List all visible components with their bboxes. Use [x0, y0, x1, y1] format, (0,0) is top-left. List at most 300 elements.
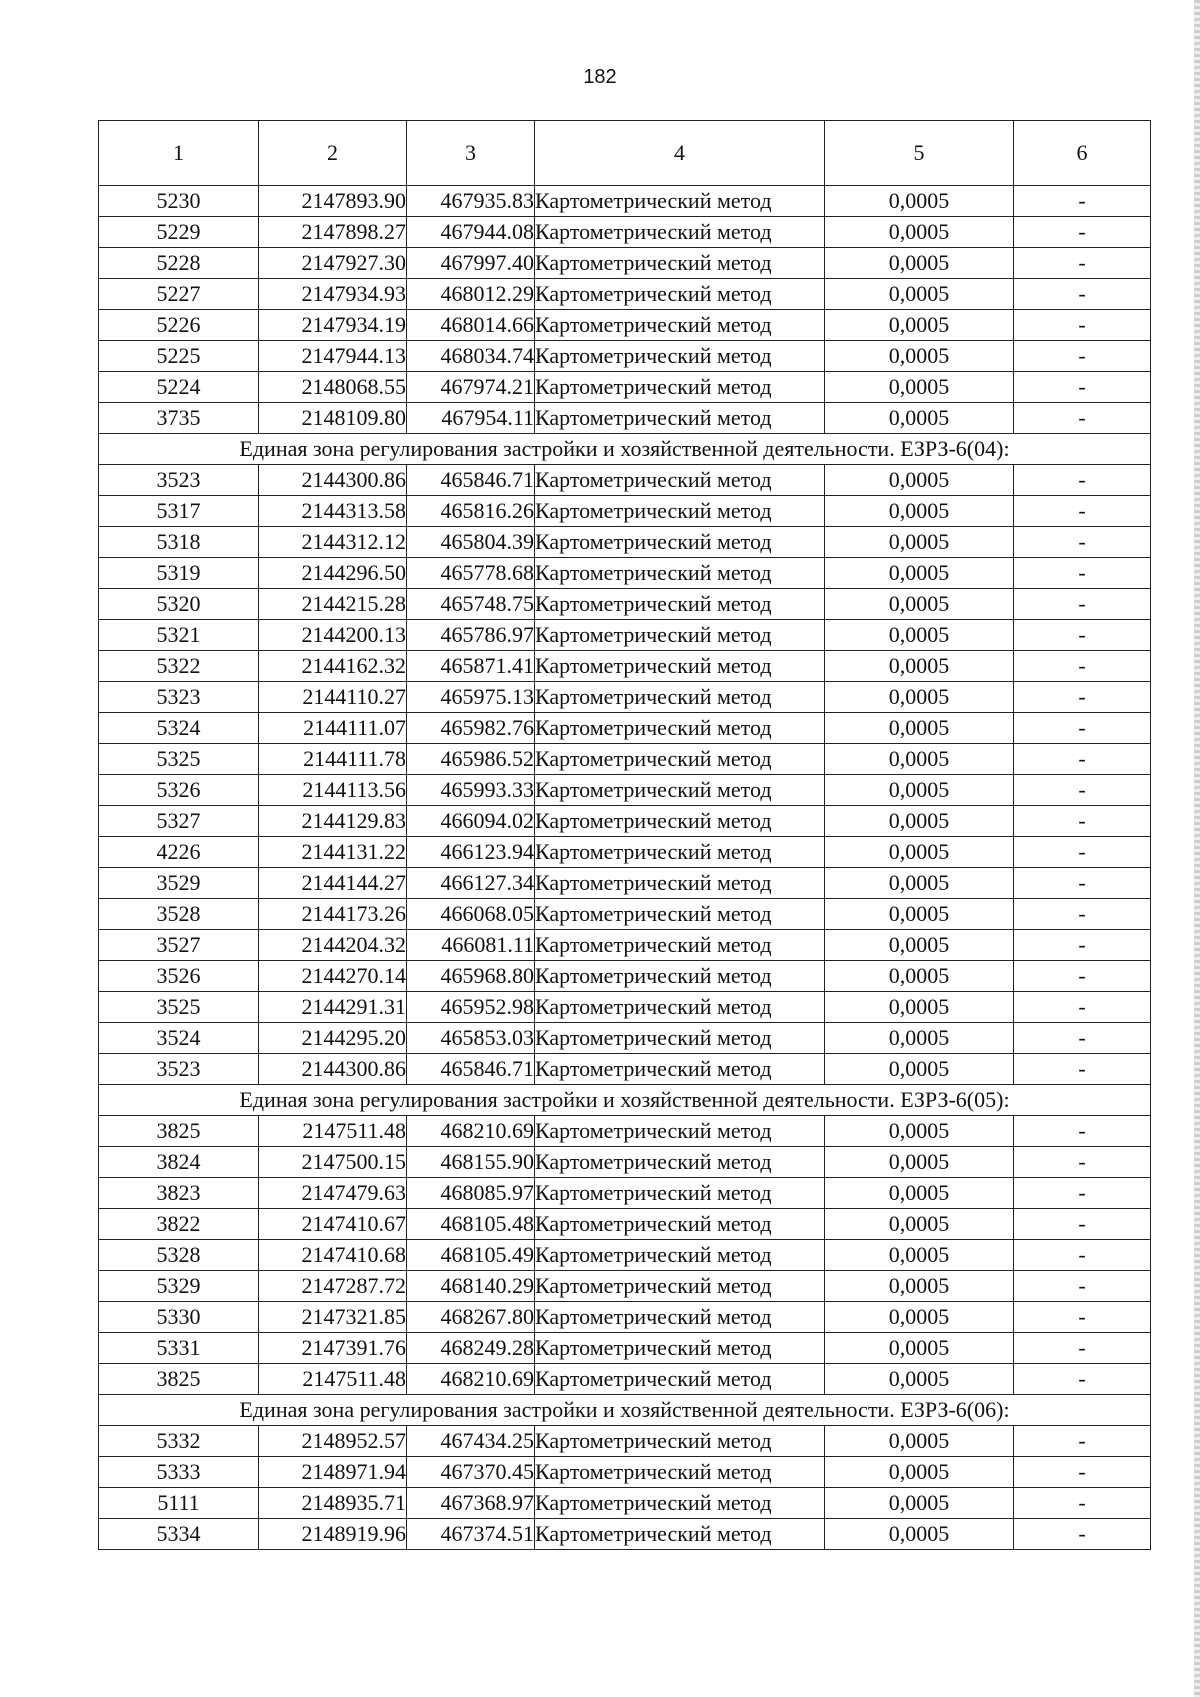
y-coordinate-cell: 468014.66: [407, 310, 535, 341]
x-coordinate-cell: 2147410.68: [259, 1240, 407, 1271]
coordinates-table: [98, 120, 1151, 1550]
y-coordinate-cell: 466094.02: [407, 806, 535, 837]
dash-cell: -: [1014, 651, 1151, 682]
header-cell: 1: [99, 121, 259, 186]
accuracy-cell: 0,0005: [825, 961, 1014, 992]
method-cell: Картометрический метод: [535, 1116, 825, 1147]
x-coordinate-cell: 2144200.13: [259, 620, 407, 651]
accuracy-cell: 0,0005: [825, 1271, 1014, 1302]
method-cell: Картометрический метод: [535, 310, 825, 341]
point-number-cell: 5333: [99, 1457, 259, 1488]
dash-cell: -: [1014, 558, 1151, 589]
x-coordinate-cell: 2148971.94: [259, 1457, 407, 1488]
table-row: [99, 217, 1151, 248]
dash-cell: -: [1014, 930, 1151, 961]
method-cell: Картометрический метод: [535, 527, 825, 558]
method-cell: Картометрический метод: [535, 651, 825, 682]
dash-cell: -: [1014, 744, 1151, 775]
point-number-cell: 5328: [99, 1240, 259, 1271]
y-coordinate-cell: 465993.33: [407, 775, 535, 806]
accuracy-cell: 0,0005: [825, 930, 1014, 961]
accuracy-cell: 0,0005: [825, 837, 1014, 868]
section-row: [99, 434, 1151, 465]
accuracy-cell: 0,0005: [825, 1054, 1014, 1085]
method-cell: Картометрический метод: [535, 744, 825, 775]
table-row: [99, 713, 1151, 744]
accuracy-cell: 0,0005: [825, 403, 1014, 434]
method-cell: Картометрический метод: [535, 341, 825, 372]
y-coordinate-cell: 465853.03: [407, 1023, 535, 1054]
point-number-cell: 5320: [99, 589, 259, 620]
section-title: Единая зона регулирования застройки и хозяйственной деятельности. ЕЗРЗ-6(05):: [99, 1085, 1151, 1116]
accuracy-cell: 0,0005: [825, 1116, 1014, 1147]
header-row: [99, 121, 1151, 186]
table-row: [99, 992, 1151, 1023]
y-coordinate-cell: 467368.97: [407, 1488, 535, 1519]
table-row: [99, 868, 1151, 899]
table-row: [99, 558, 1151, 589]
table-row: [99, 1240, 1151, 1271]
point-number-cell: 5317: [99, 496, 259, 527]
x-coordinate-cell: 2147898.27: [259, 217, 407, 248]
point-number-cell: 3523: [99, 465, 259, 496]
point-number-cell: 5330: [99, 1302, 259, 1333]
y-coordinate-cell: 466127.34: [407, 868, 535, 899]
y-coordinate-cell: 468085.97: [407, 1178, 535, 1209]
y-coordinate-cell: 467974.21: [407, 372, 535, 403]
y-coordinate-cell: 465778.68: [407, 558, 535, 589]
dash-cell: -: [1014, 620, 1151, 651]
x-coordinate-cell: 2144215.28: [259, 589, 407, 620]
point-number-cell: 5321: [99, 620, 259, 651]
dash-cell: -: [1014, 1023, 1151, 1054]
method-cell: Картометрический метод: [535, 558, 825, 589]
x-coordinate-cell: 2147410.67: [259, 1209, 407, 1240]
method-cell: Картометрический метод: [535, 496, 825, 527]
dash-cell: -: [1014, 682, 1151, 713]
point-number-cell: 5227: [99, 279, 259, 310]
table-row: [99, 1364, 1151, 1395]
method-cell: Картометрический метод: [535, 372, 825, 403]
method-cell: Картометрический метод: [535, 930, 825, 961]
header-cell: 6: [1014, 121, 1151, 186]
accuracy-cell: 0,0005: [825, 868, 1014, 899]
dash-cell: -: [1014, 527, 1151, 558]
method-cell: Картометрический метод: [535, 1023, 825, 1054]
table-row: [99, 310, 1151, 341]
dash-cell: -: [1014, 1426, 1151, 1457]
method-cell: Картометрический метод: [535, 1271, 825, 1302]
x-coordinate-cell: 2144162.32: [259, 651, 407, 682]
y-coordinate-cell: 468267.80: [407, 1302, 535, 1333]
table-row: [99, 1147, 1151, 1178]
method-cell: Картометрический метод: [535, 1054, 825, 1085]
y-coordinate-cell: 468105.49: [407, 1240, 535, 1271]
method-cell: Картометрический метод: [535, 899, 825, 930]
y-coordinate-cell: 465952.98: [407, 992, 535, 1023]
accuracy-cell: 0,0005: [825, 744, 1014, 775]
method-cell: Картометрический метод: [535, 1364, 825, 1395]
point-number-cell: 5225: [99, 341, 259, 372]
point-number-cell: 3825: [99, 1364, 259, 1395]
dash-cell: -: [1014, 217, 1151, 248]
dash-cell: -: [1014, 1364, 1151, 1395]
method-cell: Картометрический метод: [535, 403, 825, 434]
y-coordinate-cell: 468034.74: [407, 341, 535, 372]
x-coordinate-cell: 2147893.90: [259, 186, 407, 217]
accuracy-cell: 0,0005: [825, 1147, 1014, 1178]
accuracy-cell: 0,0005: [825, 558, 1014, 589]
accuracy-cell: 0,0005: [825, 1488, 1014, 1519]
method-cell: Картометрический метод: [535, 1519, 825, 1550]
y-coordinate-cell: 465816.26: [407, 496, 535, 527]
scan-edge: [1194, 0, 1200, 1697]
point-number-cell: 5324: [99, 713, 259, 744]
table-row: [99, 527, 1151, 558]
dash-cell: -: [1014, 1178, 1151, 1209]
table-row: [99, 279, 1151, 310]
dash-cell: -: [1014, 775, 1151, 806]
y-coordinate-cell: 468012.29: [407, 279, 535, 310]
x-coordinate-cell: 2148919.96: [259, 1519, 407, 1550]
x-coordinate-cell: 2144312.12: [259, 527, 407, 558]
accuracy-cell: 0,0005: [825, 341, 1014, 372]
accuracy-cell: 0,0005: [825, 1209, 1014, 1240]
x-coordinate-cell: 2147500.15: [259, 1147, 407, 1178]
dash-cell: -: [1014, 899, 1151, 930]
table-row: [99, 1333, 1151, 1364]
x-coordinate-cell: 2144295.20: [259, 1023, 407, 1054]
dash-cell: -: [1014, 1240, 1151, 1271]
x-coordinate-cell: 2144129.83: [259, 806, 407, 837]
table-row: [99, 1488, 1151, 1519]
x-coordinate-cell: 2144111.07: [259, 713, 407, 744]
accuracy-cell: 0,0005: [825, 496, 1014, 527]
point-number-cell: 3525: [99, 992, 259, 1023]
method-cell: Картометрический метод: [535, 1457, 825, 1488]
table-row: [99, 403, 1151, 434]
accuracy-cell: 0,0005: [825, 248, 1014, 279]
y-coordinate-cell: 468249.28: [407, 1333, 535, 1364]
y-coordinate-cell: 465871.41: [407, 651, 535, 682]
table-row: [99, 1116, 1151, 1147]
point-number-cell: 5326: [99, 775, 259, 806]
x-coordinate-cell: 2148952.57: [259, 1426, 407, 1457]
y-coordinate-cell: 465804.39: [407, 527, 535, 558]
table-row: [99, 1209, 1151, 1240]
x-coordinate-cell: 2147391.76: [259, 1333, 407, 1364]
accuracy-cell: 0,0005: [825, 682, 1014, 713]
point-number-cell: 5332: [99, 1426, 259, 1457]
accuracy-cell: 0,0005: [825, 1457, 1014, 1488]
method-cell: Картометрический метод: [535, 1209, 825, 1240]
point-number-cell: 5334: [99, 1519, 259, 1550]
point-number-cell: 5322: [99, 651, 259, 682]
accuracy-cell: 0,0005: [825, 1519, 1014, 1550]
point-number-cell: 5111: [99, 1488, 259, 1519]
table-row: [99, 1519, 1151, 1550]
method-cell: Картометрический метод: [535, 713, 825, 744]
dash-cell: -: [1014, 248, 1151, 279]
point-number-cell: 5331: [99, 1333, 259, 1364]
dash-cell: -: [1014, 1054, 1151, 1085]
method-cell: Картометрический метод: [535, 1178, 825, 1209]
x-coordinate-cell: 2147934.93: [259, 279, 407, 310]
point-number-cell: 3523: [99, 1054, 259, 1085]
accuracy-cell: 0,0005: [825, 1364, 1014, 1395]
x-coordinate-cell: 2147321.85: [259, 1302, 407, 1333]
method-cell: Картометрический метод: [535, 217, 825, 248]
dash-cell: -: [1014, 186, 1151, 217]
header-cell: 2: [259, 121, 407, 186]
dash-cell: -: [1014, 1147, 1151, 1178]
method-cell: Картометрический метод: [535, 1488, 825, 1519]
point-number-cell: 3524: [99, 1023, 259, 1054]
method-cell: Картометрический метод: [535, 465, 825, 496]
table-row: [99, 899, 1151, 930]
point-number-cell: 5226: [99, 310, 259, 341]
method-cell: Картометрический метод: [535, 186, 825, 217]
accuracy-cell: 0,0005: [825, 589, 1014, 620]
accuracy-cell: 0,0005: [825, 1333, 1014, 1364]
header-cell: 5: [825, 121, 1014, 186]
accuracy-cell: 0,0005: [825, 279, 1014, 310]
method-cell: Картометрический метод: [535, 1302, 825, 1333]
table-row: [99, 775, 1151, 806]
x-coordinate-cell: 2148068.55: [259, 372, 407, 403]
y-coordinate-cell: 468155.90: [407, 1147, 535, 1178]
point-number-cell: 5224: [99, 372, 259, 403]
header-cell: 4: [535, 121, 825, 186]
y-coordinate-cell: 465982.76: [407, 713, 535, 744]
point-number-cell: 3528: [99, 899, 259, 930]
x-coordinate-cell: 2144313.58: [259, 496, 407, 527]
section-row: [99, 1085, 1151, 1116]
y-coordinate-cell: 468140.29: [407, 1271, 535, 1302]
point-number-cell: 3824: [99, 1147, 259, 1178]
table-row: [99, 589, 1151, 620]
point-number-cell: 5318: [99, 527, 259, 558]
y-coordinate-cell: 465986.52: [407, 744, 535, 775]
table-row: [99, 620, 1151, 651]
x-coordinate-cell: 2144270.14: [259, 961, 407, 992]
dash-cell: -: [1014, 310, 1151, 341]
table-row: [99, 744, 1151, 775]
y-coordinate-cell: 467954.11: [407, 403, 535, 434]
method-cell: Картометрический метод: [535, 279, 825, 310]
accuracy-cell: 0,0005: [825, 806, 1014, 837]
table-row: [99, 496, 1151, 527]
x-coordinate-cell: 2144113.56: [259, 775, 407, 806]
y-coordinate-cell: 466123.94: [407, 837, 535, 868]
dash-cell: -: [1014, 806, 1151, 837]
x-coordinate-cell: 2147944.13: [259, 341, 407, 372]
x-coordinate-cell: 2144300.86: [259, 465, 407, 496]
point-number-cell: 3823: [99, 1178, 259, 1209]
x-coordinate-cell: 2144173.26: [259, 899, 407, 930]
point-number-cell: 5230: [99, 186, 259, 217]
y-coordinate-cell: 468210.69: [407, 1116, 535, 1147]
section-row: [99, 1395, 1151, 1426]
y-coordinate-cell: 468105.48: [407, 1209, 535, 1240]
table-row: [99, 961, 1151, 992]
dash-cell: -: [1014, 1333, 1151, 1364]
dash-cell: -: [1014, 341, 1151, 372]
section-title: Единая зона регулирования застройки и хозяйственной деятельности. ЕЗРЗ-6(06):: [99, 1395, 1151, 1426]
table-body: [99, 186, 1151, 1550]
table-row: [99, 1271, 1151, 1302]
y-coordinate-cell: 467370.45: [407, 1457, 535, 1488]
section-title: Единая зона регулирования застройки и хозяйственной деятельности. ЕЗРЗ-6(04):: [99, 434, 1151, 465]
method-cell: Картометрический метод: [535, 1426, 825, 1457]
table-row: [99, 372, 1151, 403]
method-cell: Картометрический метод: [535, 837, 825, 868]
table-row: [99, 806, 1151, 837]
accuracy-cell: 0,0005: [825, 1023, 1014, 1054]
method-cell: Картометрический метод: [535, 868, 825, 899]
table-row: [99, 651, 1151, 682]
x-coordinate-cell: 2144131.22: [259, 837, 407, 868]
x-coordinate-cell: 2147927.30: [259, 248, 407, 279]
point-number-cell: 5228: [99, 248, 259, 279]
dash-cell: -: [1014, 1488, 1151, 1519]
y-coordinate-cell: 466081.11: [407, 930, 535, 961]
accuracy-cell: 0,0005: [825, 899, 1014, 930]
accuracy-cell: 0,0005: [825, 372, 1014, 403]
accuracy-cell: 0,0005: [825, 775, 1014, 806]
dash-cell: -: [1014, 279, 1151, 310]
x-coordinate-cell: 2147287.72: [259, 1271, 407, 1302]
method-cell: Картометрический метод: [535, 992, 825, 1023]
method-cell: Картометрический метод: [535, 1240, 825, 1271]
accuracy-cell: 0,0005: [825, 1302, 1014, 1333]
table-row: [99, 186, 1151, 217]
method-cell: Картометрический метод: [535, 961, 825, 992]
x-coordinate-cell: 2144296.50: [259, 558, 407, 589]
point-number-cell: 5329: [99, 1271, 259, 1302]
method-cell: Картометрический метод: [535, 248, 825, 279]
dash-cell: -: [1014, 1271, 1151, 1302]
accuracy-cell: 0,0005: [825, 1240, 1014, 1271]
x-coordinate-cell: 2144300.86: [259, 1054, 407, 1085]
dash-cell: -: [1014, 868, 1151, 899]
x-coordinate-cell: 2147934.19: [259, 310, 407, 341]
method-cell: Картометрический метод: [535, 1147, 825, 1178]
y-coordinate-cell: 465786.97: [407, 620, 535, 651]
accuracy-cell: 0,0005: [825, 186, 1014, 217]
table-row: [99, 341, 1151, 372]
method-cell: Картометрический метод: [535, 620, 825, 651]
dash-cell: -: [1014, 1519, 1151, 1550]
method-cell: Картометрический метод: [535, 1333, 825, 1364]
table-row: [99, 837, 1151, 868]
point-number-cell: 4226: [99, 837, 259, 868]
accuracy-cell: 0,0005: [825, 527, 1014, 558]
accuracy-cell: 0,0005: [825, 992, 1014, 1023]
dash-cell: -: [1014, 1209, 1151, 1240]
method-cell: Картометрический метод: [535, 682, 825, 713]
x-coordinate-cell: 2144110.27: [259, 682, 407, 713]
x-coordinate-cell: 2144291.31: [259, 992, 407, 1023]
method-cell: Картометрический метод: [535, 806, 825, 837]
table-row: [99, 1054, 1151, 1085]
point-number-cell: 3529: [99, 868, 259, 899]
header-cell: 3: [407, 121, 535, 186]
y-coordinate-cell: 467374.51: [407, 1519, 535, 1550]
dash-cell: -: [1014, 372, 1151, 403]
dash-cell: -: [1014, 837, 1151, 868]
x-coordinate-cell: 2148935.71: [259, 1488, 407, 1519]
dash-cell: -: [1014, 496, 1151, 527]
y-coordinate-cell: 467935.83: [407, 186, 535, 217]
accuracy-cell: 0,0005: [825, 310, 1014, 341]
x-coordinate-cell: 2147511.48: [259, 1116, 407, 1147]
accuracy-cell: 0,0005: [825, 217, 1014, 248]
y-coordinate-cell: 465748.75: [407, 589, 535, 620]
dash-cell: -: [1014, 465, 1151, 496]
accuracy-cell: 0,0005: [825, 1178, 1014, 1209]
dash-cell: -: [1014, 1302, 1151, 1333]
point-number-cell: 5323: [99, 682, 259, 713]
x-coordinate-cell: 2144111.78: [259, 744, 407, 775]
x-coordinate-cell: 2148109.80: [259, 403, 407, 434]
table-row: [99, 1302, 1151, 1333]
accuracy-cell: 0,0005: [825, 651, 1014, 682]
point-number-cell: 3822: [99, 1209, 259, 1240]
table-row: [99, 930, 1151, 961]
dash-cell: -: [1014, 992, 1151, 1023]
point-number-cell: 3825: [99, 1116, 259, 1147]
dash-cell: -: [1014, 1116, 1151, 1147]
dash-cell: -: [1014, 1457, 1151, 1488]
y-coordinate-cell: 465968.80: [407, 961, 535, 992]
table-row: [99, 248, 1151, 279]
dash-cell: -: [1014, 589, 1151, 620]
table-row: [99, 1426, 1151, 1457]
dash-cell: -: [1014, 403, 1151, 434]
point-number-cell: 5327: [99, 806, 259, 837]
y-coordinate-cell: 465975.13: [407, 682, 535, 713]
accuracy-cell: 0,0005: [825, 713, 1014, 744]
y-coordinate-cell: 467944.08: [407, 217, 535, 248]
y-coordinate-cell: 467997.40: [407, 248, 535, 279]
point-number-cell: 3527: [99, 930, 259, 961]
method-cell: Картометрический метод: [535, 775, 825, 806]
y-coordinate-cell: 465846.71: [407, 1054, 535, 1085]
accuracy-cell: 0,0005: [825, 1426, 1014, 1457]
table-row: [99, 465, 1151, 496]
x-coordinate-cell: 2144204.32: [259, 930, 407, 961]
method-cell: Картометрический метод: [535, 589, 825, 620]
point-number-cell: 3526: [99, 961, 259, 992]
point-number-cell: 5325: [99, 744, 259, 775]
dash-cell: -: [1014, 961, 1151, 992]
x-coordinate-cell: 2147511.48: [259, 1364, 407, 1395]
table-row: [99, 1023, 1151, 1054]
point-number-cell: 5319: [99, 558, 259, 589]
y-coordinate-cell: 468210.69: [407, 1364, 535, 1395]
point-number-cell: 5229: [99, 217, 259, 248]
table-row: [99, 1457, 1151, 1488]
accuracy-cell: 0,0005: [825, 620, 1014, 651]
x-coordinate-cell: 2147479.63: [259, 1178, 407, 1209]
dash-cell: -: [1014, 713, 1151, 744]
y-coordinate-cell: 465846.71: [407, 465, 535, 496]
x-coordinate-cell: 2144144.27: [259, 868, 407, 899]
point-number-cell: 3735: [99, 403, 259, 434]
table-row: [99, 1178, 1151, 1209]
y-coordinate-cell: 467434.25: [407, 1426, 535, 1457]
